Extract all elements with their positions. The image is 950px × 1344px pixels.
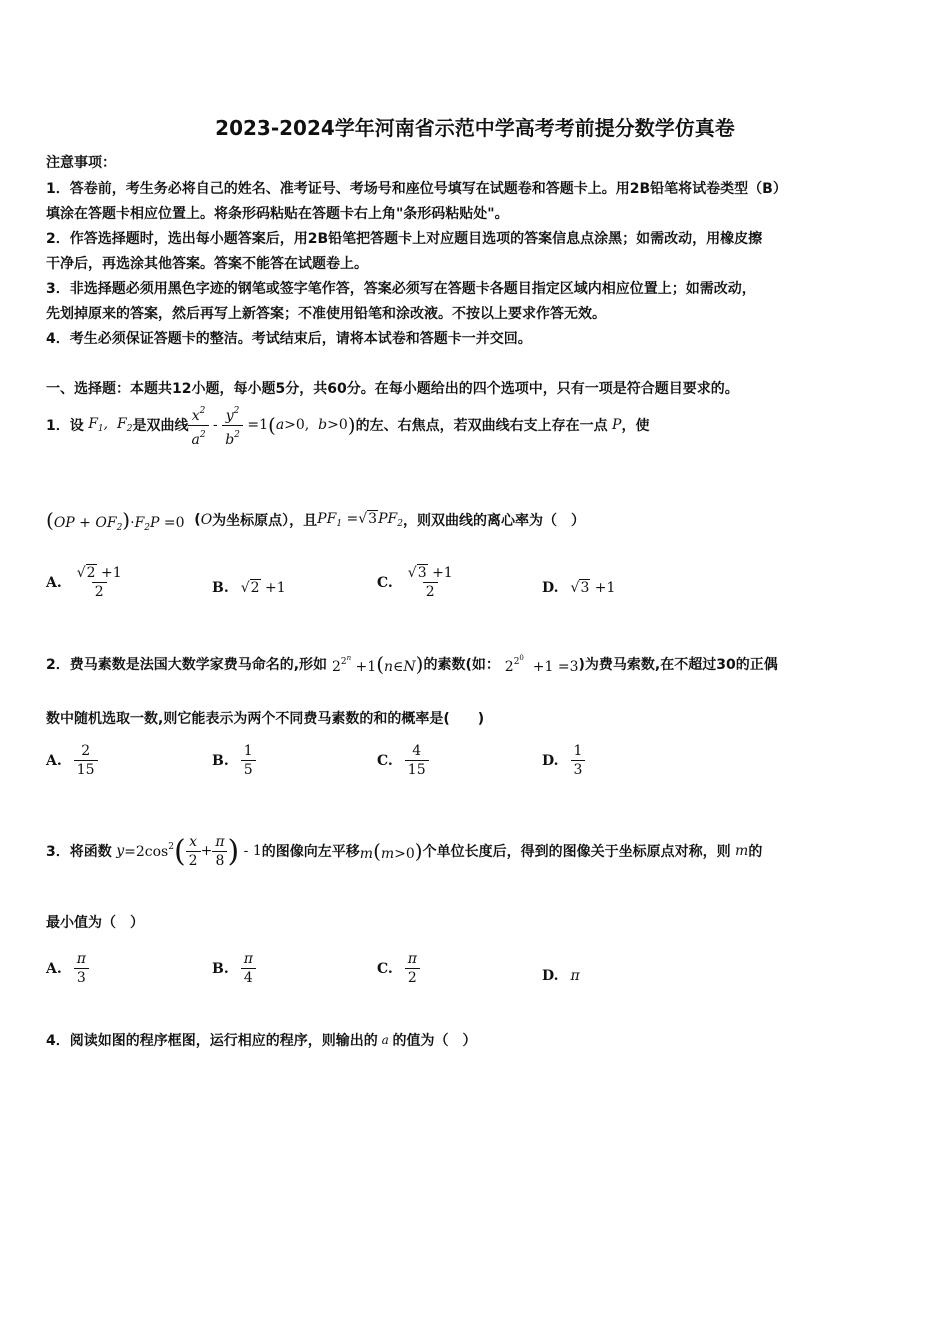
question-1-line-1	[46, 402, 649, 448]
notice-heading: 注意事项：	[46, 155, 116, 171]
q1-option-b-label: B.	[212, 580, 229, 596]
q1-text-1: 1．设	[46, 418, 84, 434]
q1-option-a-value: $\frac{√2 +1}{2}$	[76, 565, 122, 600]
notice-line-4: 干净后，再选涂其他答案。答案不能答在试题卷上。	[46, 256, 368, 272]
q3-math-m: m	[730, 843, 749, 859]
q2-option-c-label: C.	[377, 752, 393, 769]
q3-option-b-label: B.	[212, 960, 229, 977]
notice-line-5: 3．非选择题必须用黑色字迹的钢笔或签字笔作答，答案必须写在答题卡各题目指定区域内相应位置上；如需改动，	[46, 281, 756, 297]
q1-option-d-value: √3 +1	[570, 580, 616, 596]
q3-option-a-label: A.	[46, 960, 62, 977]
q1-option-a-label: A.	[46, 574, 62, 591]
q1-text-3: 的左、右焦点，若双曲线右支上存在一点	[355, 418, 608, 434]
q2-option-a[interactable]	[46, 742, 98, 779]
question-4-line-1	[46, 1028, 477, 1052]
q1-text-4: ，使	[621, 418, 650, 434]
question-3-line-2: 最小值为（ ）	[46, 915, 144, 931]
q3-option-d[interactable]	[542, 968, 580, 984]
q4-text-1: 4．阅读如图的程序框图，运行相应的程序，则输出的	[46, 1033, 378, 1049]
q1-option-a[interactable]	[46, 564, 125, 601]
q1-text-5: 为坐标原点），且	[212, 513, 318, 529]
q2-math-form: $2^{2^n}$ +1(n∈N)	[331, 652, 424, 676]
q3-text-4: 的	[748, 844, 763, 860]
q3-option-c[interactable]	[377, 950, 420, 987]
q2-option-d-value: $\frac{1}{3}$	[571, 742, 586, 779]
q1-text-2: 是双曲线	[132, 418, 189, 434]
q1-math-o: O	[200, 512, 213, 528]
page-title: 2023-2024学年河南省示范中学高考考前提分数学仿真卷	[215, 116, 735, 140]
q1-math-ratio: $PF_1 =√3PF_2$	[317, 511, 403, 529]
question-3-line-1	[46, 828, 762, 874]
q3-math-shift: m(m>0)	[359, 839, 423, 863]
q1-math-p: P	[607, 417, 622, 433]
q3-option-d-label: D.	[542, 968, 559, 984]
q3-option-b-value: $\frac{\pi}{4}$	[241, 950, 256, 987]
q3-option-a-value: $\frac{\pi}{3}$	[74, 950, 89, 987]
q4-text-2: 的值为（ ）	[392, 1033, 477, 1049]
q2-option-b-label: B.	[212, 752, 229, 769]
notice-line-2: 填涂在答题卡相应位置上。将条形码粘贴在答题卡右上角"条形码粘贴处"。	[46, 206, 509, 222]
q2-option-d[interactable]	[542, 742, 585, 779]
q2-option-b[interactable]	[212, 742, 256, 779]
q2-text-3: )为费马索数,在不超过30的正偶	[578, 657, 778, 673]
q3-option-d-value: π	[570, 968, 580, 984]
q2-text-1: 2．费马素数是法国大数学家费马命名的,形如	[46, 657, 328, 673]
notice-line-7: 4．考生必须保证答题卡的整洁。考试结束后，请将本试卷和答题卡一并交回。	[46, 331, 532, 347]
q2-text-2: 的素数(如：	[423, 657, 500, 673]
q1-option-c[interactable]	[377, 564, 456, 601]
q2-option-c-value: $\frac{4}{15}$	[405, 742, 429, 779]
section-heading: 一、选择题：本题共12小题，每小题5分，共60分。在每小题给出的四个选项中，只有一项是符合题目要求的。	[46, 381, 739, 397]
q3-text-2: 的图像向左平移	[261, 844, 360, 860]
q3-text-1: 3．将函数	[46, 844, 112, 860]
q2-option-a-value: $\frac{2}{15}$	[74, 742, 98, 779]
q3-math-function: y $=2\cos^2$ ( $\frac{x}{2}$ + $\frac{\pi}{8}$ ) - 1	[111, 833, 262, 869]
notice-line-6: 先划掉原来的答案，然后再写上新答案；不准使用铅笔和涂改液。不按以上要求作答无效。	[46, 306, 606, 322]
question-1-line-2: $(OP + OF_2)\cdot F_2P =0$ ( O 为坐标原点），且 $PF_1 =√3PF_2$ ，则双曲线的离心率为（ ）	[46, 507, 585, 533]
question-2-line-2: 数中随机选取一数,则它能表示为两个不同费马素数的和的概率是( )	[46, 711, 485, 727]
q2-option-c[interactable]	[377, 742, 429, 779]
q1-option-b[interactable]	[212, 580, 286, 596]
q1-math-vector: $(OP + OF_2)\cdot F_2P =0$	[46, 507, 185, 533]
q2-math-example: $2^{2^0} +1 =3$	[504, 653, 579, 675]
q3-option-b[interactable]	[212, 950, 256, 987]
q2-option-b-value: $\frac{1}{5}$	[241, 742, 256, 779]
notice-line-3: 2．作答选择题时，选出每小题答案后，用2B铅笔把答题卡上对应题目选项的答案信息点涂黑；如需改动，用橡皮擦	[46, 231, 763, 247]
q2-option-a-label: A.	[46, 752, 62, 769]
q1-option-d-label: D.	[542, 580, 559, 596]
q2-option-d-label: D.	[542, 752, 559, 769]
q1-option-d[interactable]	[542, 580, 615, 596]
q1-option-b-value: √2 +1	[240, 580, 286, 596]
notice-line-1: 1．答卷前，考生务必将自己的姓名、准考证号、考场号和座位号填写在试题卷和答题卡上。用2B铅笔将试卷类型（B）	[46, 181, 787, 197]
q3-option-a[interactable]	[46, 950, 89, 987]
q1-math-foci: $F_1$, $F_2$	[83, 416, 133, 434]
q1-option-c-value: $\frac{√3 +1}{2}$	[407, 565, 453, 600]
q3-option-c-value: $\frac{\pi}{2}$	[405, 950, 420, 987]
q1-math-hyperbola: $\frac{x^2}{a^2}$ - $\frac{y^2}{b^2}$ =1 ( a >0, b >0 )	[188, 402, 355, 449]
q1-option-c-label: C.	[377, 574, 393, 591]
q1-text-6: ，则双曲线的离心率为（ ）	[402, 513, 585, 529]
q3-text-3: 个单位长度后，得到的图像关于坐标原点对称，则	[422, 844, 731, 860]
q3-option-c-label: C.	[377, 960, 393, 977]
question-2-line-1	[46, 648, 778, 680]
q4-math-a: a	[377, 1033, 393, 1047]
